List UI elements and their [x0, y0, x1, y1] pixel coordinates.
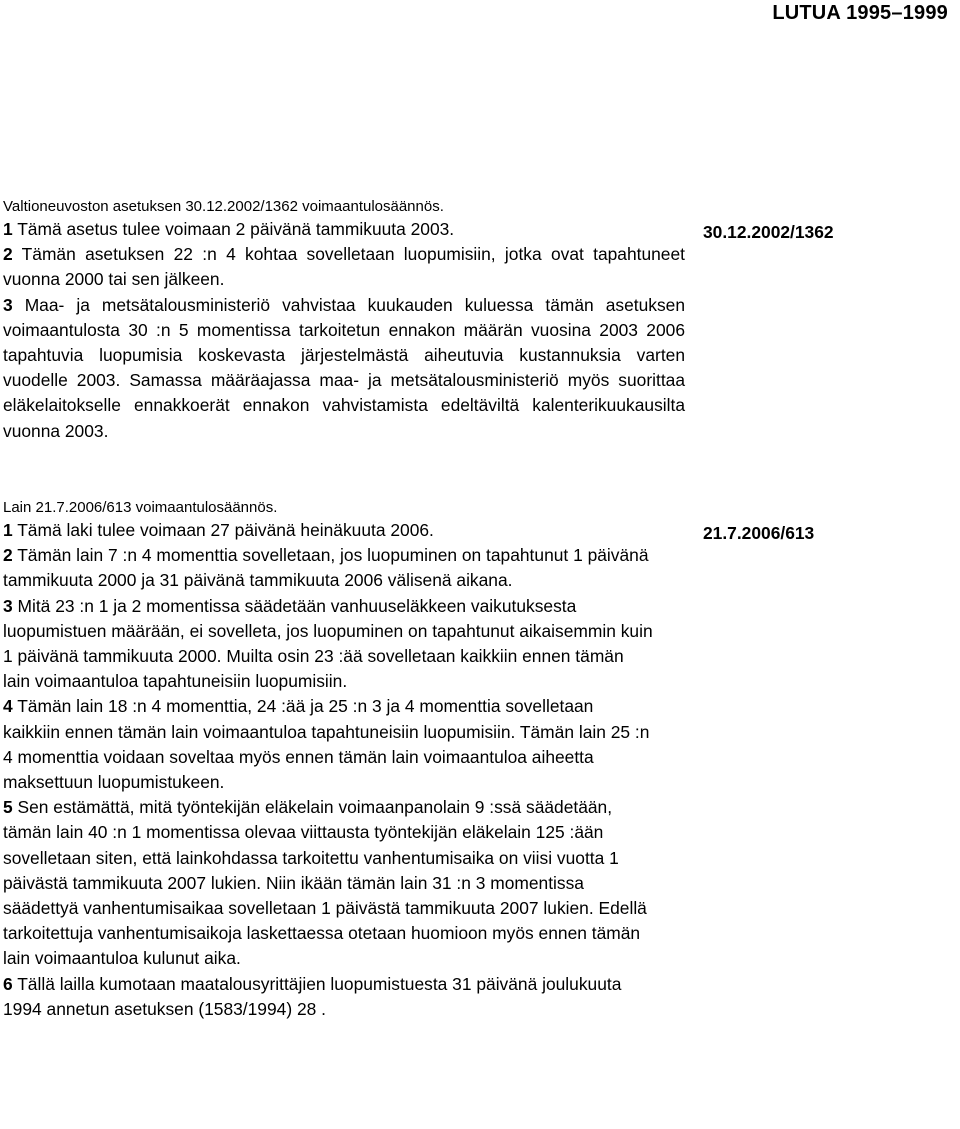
- section-heading: Lain 21.7.2006/613 voimaantulosäännös.: [3, 499, 278, 516]
- paragraph-number: 3: [3, 595, 13, 616]
- document-header-title: LUTUA 1995–1999: [772, 2, 948, 24]
- paragraph-number: 5: [3, 797, 13, 818]
- marginal-reference-2006: 21.7.2006/613: [703, 523, 815, 543]
- paragraph-number: 3: [3, 294, 13, 315]
- paragraph-text: Mitä 23 :n 1 ja 2 momentissa säädetään vanhuuseläkkeen vaikutuksesta luopumistuen määrään, ei sovelleta, jos luopuminen on tapahtunut aikaisemmin kuin 1 päivänä tammikuuta 2000. Muilta osin 23 :ää sovelletaan kaikkiin ennen tämän lain voimaantuloa tapahtuneisiin luopumisiin.: [3, 595, 653, 692]
- section-heading: Valtioneuvoston asetuksen 30.12.2002/1362 voimaantulosäännös.: [3, 198, 444, 215]
- paragraph-2: [3, 242, 685, 292]
- section-laki-2006: [3, 498, 653, 1022]
- paragraph-4: [3, 694, 653, 795]
- paragraph-text: Tämän lain 7 :n 4 momenttia sovelletaan, jos luopuminen on tapahtunut 1 päivänä tammikuuta 2000 ja 31 päivänä tammikuuta 2006 välisenä aikana.: [3, 545, 649, 591]
- marginal-reference-2002: 30.12.2002/1362: [703, 222, 834, 242]
- section-asetus-2002: [3, 197, 685, 444]
- paragraph-text: Sen estämättä, mitä työntekijän eläkelain voimaanpanolain 9 :ssä säädetään, tämän lain 40 :n 1 momentissa olevaa viittausta työntekijän eläkelain 125 :ään sovelletaan siten, että lainkohdassa tarkoitettu vanhentumisaika on viisi vuotta 1 päivästä tammikuuta 2007 lukien. Niin ikään tämän lain 31 :n 3 momentissa säädettyä vanhentumisaikaa sovelletaan 1 päivästä tammikuuta 2007 lukien. Edellä tarkoitettuja vanhentumisaikoja laskettaessa otetaan huomioon myös ennen tämän lain voimaantuloa kulunut aika.: [3, 797, 647, 969]
- paragraph-1: [3, 217, 685, 242]
- paragraph-3: [3, 293, 685, 444]
- paragraph-2: [3, 543, 653, 593]
- paragraph-3: [3, 594, 653, 695]
- paragraph-number: 2: [3, 545, 13, 566]
- paragraph-6: [3, 972, 653, 1022]
- paragraph-number: 2: [3, 244, 13, 265]
- paragraph-text: Tämä laki tulee voimaan 27 päivänä heinäkuuta 2006.: [12, 520, 434, 540]
- paragraph-text: Tämän lain 18 :n 4 momenttia, 24 :ää ja 25 :n 3 ja 4 momenttia sovelletaan kaikkiin ennen tämän lain voimaantuloa tapahtuneisiin luopumisiin. Tämän lain 25 :n 4 momenttia voidaan soveltaa myös ennen tämän lain voimaantuloa aiheetta maksettuun luopumistukeen.: [3, 696, 650, 793]
- paragraph-number: 1: [3, 219, 13, 239]
- paragraph-text: Tämä asetus tulee voimaan 2 päivänä tammikuuta 2003.: [12, 219, 455, 239]
- paragraph-1: [3, 518, 653, 543]
- paragraph-text: Tällä lailla kumotaan maatalousyrittäjien luopumistuesta 31 päivänä joulukuuta 1994 annetun asetuksen (1583/1994) 28 .: [3, 973, 622, 1019]
- paragraph-5: [3, 795, 653, 971]
- paragraph-number: 6: [3, 973, 13, 994]
- paragraph-text: Maa- ja metsätalousministeriö vahvistaa kuukauden kuluessa tämän asetuksen voimaantulosta 30 :n 5 momentissa tarkoitetun ennakon määrän vuosina 2003 2006 tapahtuvia luopumisia koskevasta järjestelmästä aiheutuvia kustannuksia varten vuodelle 2003. Samassa määräajassa maa- ja metsätalousministeriö myös suorittaa eläkelaitokselle ennakkoerät ennakon vahvistamista edeltäviltä kalenterikuukausilta vuonna 2003.: [3, 294, 685, 441]
- paragraph-text: Tämän asetuksen 22 :n 4 kohtaa sovelletaan luopumisiin, jotka ovat tapahtuneet vuonna 2000 tai sen jälkeen.: [3, 244, 685, 290]
- paragraph-number: 1: [3, 520, 13, 540]
- paragraph-number: 4: [3, 696, 13, 717]
